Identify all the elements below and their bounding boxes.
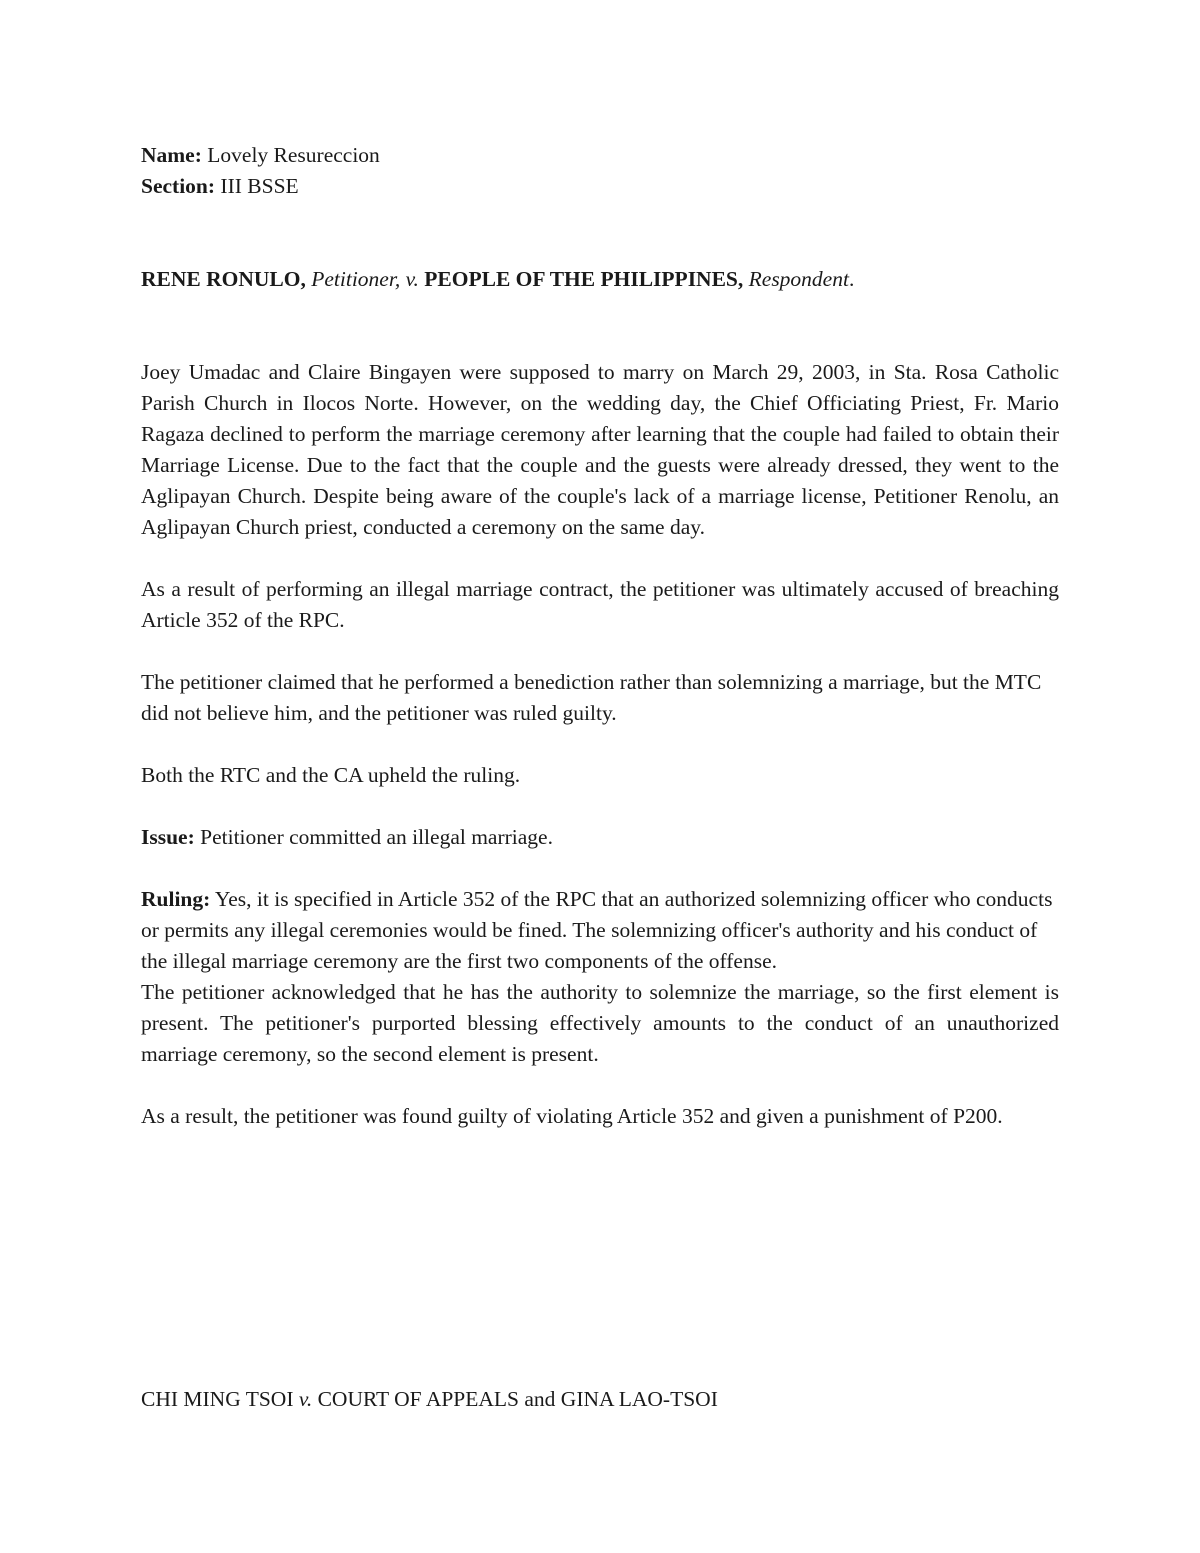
name-label: Name:: [141, 143, 202, 167]
document-body: [141, 140, 1059, 1132]
second-case-part1: CHI MING TSOI: [141, 1387, 299, 1411]
facts-paragraph: Joey Umadac and Claire Bingayen were supposed to marry on March 29, 2003, in Sta. Rosa Catholic Parish Church in Ilocos Norte. However, on the wedding day, the Chief Officiating Priest, Fr. Mario Ragaza declined to perform the marriage ceremony after learning that the couple had failed to obtain their Marriage License. Due to the fact that the couple and the guests were already dressed, they went to the Aglipayan Church. Despite being aware of the couple's lack of a marriage license, Petitioner Renolu, an Aglipayan Church priest, conducted a ceremony on the same day.: [141, 360, 1059, 539]
ruling-paragraph: [141, 884, 1059, 977]
name-line: [141, 140, 1059, 171]
respondent-name: PEOPLE OF THE PHILIPPINES,: [418, 267, 744, 291]
accused-paragraph: As a result of performing an illegal marriage contract, the petitioner was ultimately accused of breaching Article 352 of the RPC.: [141, 577, 1059, 632]
name-value: Lovely Resureccion: [201, 143, 380, 167]
petitioner-role: Petitioner, v.: [305, 267, 419, 291]
second-case-title: [141, 1384, 718, 1415]
ruling-label: Ruling:: [141, 887, 211, 911]
section-line: [141, 171, 1059, 202]
second-case-part3: COURT OF APPEALS and GINA LAO-TSOI: [312, 1387, 718, 1411]
issue-text: Petitioner committed an illegal marriage.: [194, 825, 553, 849]
issue-label: Issue:: [141, 825, 195, 849]
result-paragraph: As a result, the petitioner was found guilty of violating Article 352 and given a punishment of P200.: [141, 1104, 1003, 1128]
caption-period: .: [848, 267, 855, 291]
ruling-text: Yes, it is specified in Article 352 of the RPC that an authorized solemnizing officer who conducts or permits any illegal ceremonies would be fined. The solemnizing officer's authority and his conduct of the illegal marriage ceremony are the first two components of the offense.: [141, 887, 1053, 973]
second-case-versus: v.: [298, 1387, 313, 1411]
case-caption: [141, 264, 1059, 295]
section-label: Section:: [141, 174, 216, 198]
section-value: III BSSE: [215, 174, 299, 198]
claim-paragraph: The petitioner claimed that he performed a benediction rather than solemnizing a marriage, but the MTC did not believe him, and the petitioner was ruled guilty.: [141, 670, 1042, 725]
petitioner-name: RENE RONULO,: [141, 267, 306, 291]
respondent-role: Respondent: [743, 267, 849, 291]
elements-paragraph: The petitioner acknowledged that he has the authority to solemnize the marriage, so the first element is present. The petitioner's purported blessing effectively amounts to the conduct of an unauthorized marriage ceremony, so the second element is present.: [141, 980, 1059, 1066]
upheld-paragraph: Both the RTC and the CA upheld the ruling.: [141, 763, 521, 787]
issue-paragraph: [141, 822, 1059, 853]
